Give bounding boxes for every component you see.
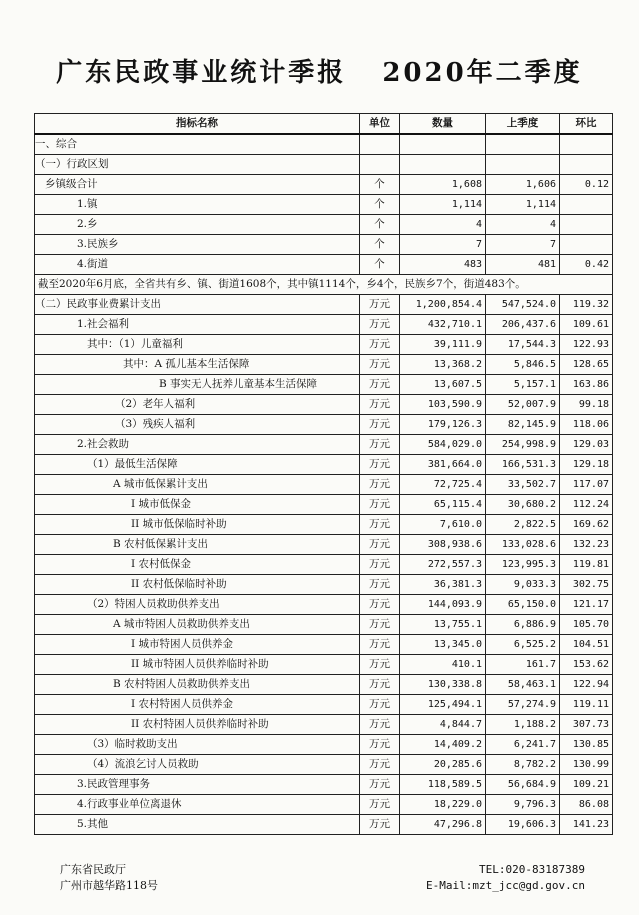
row-unit: 万元 bbox=[360, 815, 400, 835]
row-ratio: 112.24 bbox=[560, 495, 613, 515]
row-previous-quarter: 161.7 bbox=[486, 655, 560, 675]
row-indicator-name: （2）特困人员救助供养支出 bbox=[35, 595, 360, 615]
row-unit: 万元 bbox=[360, 575, 400, 595]
summary-note: 截至2020年6月底，全省共有乡、镇、街道1608个，其中镇1114个，乡4个，民族乡7个，街道483个。 bbox=[35, 275, 613, 295]
row-unit: 万元 bbox=[360, 615, 400, 635]
table-row bbox=[35, 615, 613, 635]
row-previous-quarter: 4 bbox=[486, 215, 560, 235]
row-unit: 万元 bbox=[360, 415, 400, 435]
row-quantity: 39,111.9 bbox=[400, 335, 486, 355]
table-row bbox=[35, 715, 613, 735]
table-row bbox=[35, 155, 613, 175]
header-quantity: 数量 bbox=[400, 114, 486, 135]
row-quantity: 1,608 bbox=[400, 175, 486, 195]
table-row bbox=[35, 735, 613, 755]
table-row bbox=[35, 435, 613, 455]
row-quantity: 4,844.7 bbox=[400, 715, 486, 735]
row-unit: 万元 bbox=[360, 715, 400, 735]
row-unit: 万元 bbox=[360, 635, 400, 655]
row-unit: 万元 bbox=[360, 515, 400, 535]
row-previous-quarter: 254,998.9 bbox=[486, 435, 560, 455]
table-row bbox=[35, 815, 613, 835]
table-row bbox=[35, 755, 613, 775]
row-ratio: 132.23 bbox=[560, 535, 613, 555]
row-indicator-name: （1）最低生活保障 bbox=[35, 455, 360, 475]
row-previous-quarter: 56,684.9 bbox=[486, 775, 560, 795]
row-indicator-name: II 农村特困人员供养临时补助 bbox=[35, 715, 360, 735]
row-previous-quarter: 52,007.9 bbox=[486, 395, 560, 415]
table-row bbox=[35, 415, 613, 435]
row-indicator-name: B 事实无人抚养儿童基本生活保障 bbox=[35, 375, 360, 395]
table-row bbox=[35, 775, 613, 795]
footer-address: 广州市越华路118号 bbox=[60, 879, 158, 892]
row-indicator-name: （二）民政事业费累计支出 bbox=[35, 295, 360, 315]
row-previous-quarter: 6,525.2 bbox=[486, 635, 560, 655]
row-quantity: 7 bbox=[400, 235, 486, 255]
row-indicator-name: 乡镇级合计 bbox=[35, 175, 360, 195]
row-indicator-name: 其中：（1）儿童福利 bbox=[35, 335, 360, 355]
table-row bbox=[35, 375, 613, 395]
row-ratio: 119.81 bbox=[560, 555, 613, 575]
row-ratio: 109.61 bbox=[560, 315, 613, 335]
row-previous-quarter: 7 bbox=[486, 235, 560, 255]
row-ratio: 105.70 bbox=[560, 615, 613, 635]
row-indicator-name: （一）行政区划 bbox=[35, 155, 360, 175]
row-previous-quarter: 17,544.3 bbox=[486, 335, 560, 355]
row-unit: 个 bbox=[360, 195, 400, 215]
table-row bbox=[35, 655, 613, 675]
row-ratio: 163.86 bbox=[560, 375, 613, 395]
table-row bbox=[35, 335, 613, 355]
footer-contact-block bbox=[426, 862, 585, 894]
row-unit: 万元 bbox=[360, 735, 400, 755]
row-unit: 万元 bbox=[360, 535, 400, 555]
row-quantity: 13,607.5 bbox=[400, 375, 486, 395]
row-ratio: 130.99 bbox=[560, 755, 613, 775]
row-quantity bbox=[400, 155, 486, 175]
footer-address-block bbox=[60, 862, 158, 894]
row-quantity: 584,029.0 bbox=[400, 435, 486, 455]
table-row bbox=[35, 134, 613, 155]
row-previous-quarter: 1,188.2 bbox=[486, 715, 560, 735]
row-quantity: 4 bbox=[400, 215, 486, 235]
row-indicator-name: I 农村低保金 bbox=[35, 555, 360, 575]
row-indicator-name: （3）残疾人福利 bbox=[35, 415, 360, 435]
row-unit: 个 bbox=[360, 235, 400, 255]
report-title-main: 广东民政事业统计季报 bbox=[56, 58, 347, 88]
table-row bbox=[35, 175, 613, 195]
row-unit: 个 bbox=[360, 215, 400, 235]
row-ratio: 302.75 bbox=[560, 575, 613, 595]
row-indicator-name: B 农村特困人员救助供养支出 bbox=[35, 675, 360, 695]
row-indicator-name: A 城市低保累计支出 bbox=[35, 475, 360, 495]
row-ratio: 169.62 bbox=[560, 515, 613, 535]
row-indicator-name: I 城市低保金 bbox=[35, 495, 360, 515]
row-ratio: 129.03 bbox=[560, 435, 613, 455]
table-row bbox=[35, 535, 613, 555]
footer-org: 广东省民政厅 bbox=[60, 863, 126, 876]
row-ratio: 129.18 bbox=[560, 455, 613, 475]
row-quantity: 7,610.0 bbox=[400, 515, 486, 535]
row-previous-quarter: 481 bbox=[486, 255, 560, 275]
report-title-period: 2020年二季度 bbox=[382, 58, 583, 88]
table-row bbox=[35, 695, 613, 715]
row-quantity: 144,093.9 bbox=[400, 595, 486, 615]
row-quantity: 13,345.0 bbox=[400, 635, 486, 655]
table-row bbox=[35, 295, 613, 315]
table-row bbox=[35, 315, 613, 335]
row-ratio: 122.93 bbox=[560, 335, 613, 355]
row-quantity: 13,755.1 bbox=[400, 615, 486, 635]
row-ratio: 141.23 bbox=[560, 815, 613, 835]
row-indicator-name: 3.民族乡 bbox=[35, 235, 360, 255]
row-unit: 个 bbox=[360, 175, 400, 195]
row-previous-quarter: 5,157.1 bbox=[486, 375, 560, 395]
table-row bbox=[35, 635, 613, 655]
row-unit bbox=[360, 155, 400, 175]
row-indicator-name: 2.社会救助 bbox=[35, 435, 360, 455]
report-title bbox=[0, 52, 639, 89]
row-quantity: 72,725.4 bbox=[400, 475, 486, 495]
row-quantity bbox=[400, 134, 486, 155]
row-quantity: 118,589.5 bbox=[400, 775, 486, 795]
row-previous-quarter: 9,033.3 bbox=[486, 575, 560, 595]
row-unit bbox=[360, 134, 400, 155]
row-unit: 万元 bbox=[360, 775, 400, 795]
row-indicator-name: I 城市特困人员供养金 bbox=[35, 635, 360, 655]
row-previous-quarter bbox=[486, 155, 560, 175]
footer-tel: TEL:020-83187389 bbox=[479, 863, 585, 876]
table-row bbox=[35, 215, 613, 235]
row-quantity: 18,229.0 bbox=[400, 795, 486, 815]
row-unit: 万元 bbox=[360, 355, 400, 375]
table-row bbox=[35, 675, 613, 695]
row-previous-quarter: 82,145.9 bbox=[486, 415, 560, 435]
table-row bbox=[35, 455, 613, 475]
row-quantity: 410.1 bbox=[400, 655, 486, 675]
table-row bbox=[35, 495, 613, 515]
row-previous-quarter: 65,150.0 bbox=[486, 595, 560, 615]
row-previous-quarter: 33,502.7 bbox=[486, 475, 560, 495]
row-previous-quarter: 19,606.3 bbox=[486, 815, 560, 835]
row-unit: 个 bbox=[360, 255, 400, 275]
row-indicator-name: 5.其他 bbox=[35, 815, 360, 835]
row-quantity: 272,557.3 bbox=[400, 555, 486, 575]
row-quantity: 381,664.0 bbox=[400, 455, 486, 475]
row-unit: 万元 bbox=[360, 695, 400, 715]
row-indicator-name: A 城市特困人员救助供养支出 bbox=[35, 615, 360, 635]
row-quantity: 483 bbox=[400, 255, 486, 275]
row-ratio bbox=[560, 195, 613, 215]
row-indicator-name: （4）流浪乞讨人员救助 bbox=[35, 755, 360, 775]
footer-email: E-Mail:mzt_jcc@gd.gov.cn bbox=[426, 879, 585, 892]
row-previous-quarter: 123,995.3 bbox=[486, 555, 560, 575]
row-ratio: 104.51 bbox=[560, 635, 613, 655]
row-previous-quarter: 30,680.2 bbox=[486, 495, 560, 515]
row-indicator-name: II 城市特困人员供养临时补助 bbox=[35, 655, 360, 675]
table-row bbox=[35, 515, 613, 535]
row-indicator-name: （3）临时救助支出 bbox=[35, 735, 360, 755]
row-ratio: 86.08 bbox=[560, 795, 613, 815]
row-indicator-name: （2）老年人福利 bbox=[35, 395, 360, 415]
row-ratio bbox=[560, 155, 613, 175]
row-indicator-name: 1.镇 bbox=[35, 195, 360, 215]
row-previous-quarter: 2,822.5 bbox=[486, 515, 560, 535]
row-ratio: 119.32 bbox=[560, 295, 613, 315]
row-quantity: 20,285.6 bbox=[400, 755, 486, 775]
table-row bbox=[35, 575, 613, 595]
table-row bbox=[35, 235, 613, 255]
row-previous-quarter: 6,886.9 bbox=[486, 615, 560, 635]
row-ratio: 122.94 bbox=[560, 675, 613, 695]
table-row bbox=[35, 795, 613, 815]
table-row bbox=[35, 255, 613, 275]
row-previous-quarter: 133,028.6 bbox=[486, 535, 560, 555]
table-row bbox=[35, 355, 613, 375]
row-quantity: 36,381.3 bbox=[400, 575, 486, 595]
row-indicator-name: 一、综合 bbox=[35, 134, 360, 155]
row-quantity: 47,296.8 bbox=[400, 815, 486, 835]
row-quantity: 14,409.2 bbox=[400, 735, 486, 755]
row-quantity: 103,590.9 bbox=[400, 395, 486, 415]
row-previous-quarter: 547,524.0 bbox=[486, 295, 560, 315]
row-quantity: 308,938.6 bbox=[400, 535, 486, 555]
table-row bbox=[35, 395, 613, 415]
row-quantity: 13,368.2 bbox=[400, 355, 486, 375]
row-indicator-name: 2.乡 bbox=[35, 215, 360, 235]
row-ratio: 307.73 bbox=[560, 715, 613, 735]
statistics-table bbox=[34, 113, 613, 835]
row-unit: 万元 bbox=[360, 675, 400, 695]
row-indicator-name: 其中：A 孤儿基本生活保障 bbox=[35, 355, 360, 375]
row-ratio bbox=[560, 235, 613, 255]
row-indicator-name: II 农村低保临时补助 bbox=[35, 575, 360, 595]
header-previous-quarter: 上季度 bbox=[486, 114, 560, 135]
row-unit: 万元 bbox=[360, 435, 400, 455]
header-unit: 单位 bbox=[360, 114, 400, 135]
row-ratio: 130.85 bbox=[560, 735, 613, 755]
row-previous-quarter: 58,463.1 bbox=[486, 675, 560, 695]
row-ratio: 153.62 bbox=[560, 655, 613, 675]
row-quantity: 1,114 bbox=[400, 195, 486, 215]
row-unit: 万元 bbox=[360, 495, 400, 515]
row-indicator-name: 1.社会福利 bbox=[35, 315, 360, 335]
row-previous-quarter: 9,796.3 bbox=[486, 795, 560, 815]
row-quantity: 130,338.8 bbox=[400, 675, 486, 695]
table-row bbox=[35, 595, 613, 615]
row-indicator-name: II 城市低保临时补助 bbox=[35, 515, 360, 535]
row-ratio: 128.65 bbox=[560, 355, 613, 375]
row-unit: 万元 bbox=[360, 555, 400, 575]
row-previous-quarter: 57,274.9 bbox=[486, 695, 560, 715]
row-ratio: 0.12 bbox=[560, 175, 613, 195]
row-unit: 万元 bbox=[360, 335, 400, 355]
row-indicator-name: 3.民政管理事务 bbox=[35, 775, 360, 795]
row-ratio: 121.17 bbox=[560, 595, 613, 615]
table-row bbox=[35, 555, 613, 575]
row-ratio: 117.07 bbox=[560, 475, 613, 495]
row-quantity: 125,494.1 bbox=[400, 695, 486, 715]
row-previous-quarter: 5,846.5 bbox=[486, 355, 560, 375]
row-ratio: 119.11 bbox=[560, 695, 613, 715]
row-unit: 万元 bbox=[360, 655, 400, 675]
row-indicator-name: I 农村特困人员供养金 bbox=[35, 695, 360, 715]
row-unit: 万元 bbox=[360, 475, 400, 495]
row-indicator-name: B 农村低保累计支出 bbox=[35, 535, 360, 555]
row-quantity: 432,710.1 bbox=[400, 315, 486, 335]
row-ratio: 0.42 bbox=[560, 255, 613, 275]
table-header-row bbox=[35, 114, 613, 135]
table-body bbox=[35, 134, 613, 835]
row-unit: 万元 bbox=[360, 595, 400, 615]
row-quantity: 179,126.3 bbox=[400, 415, 486, 435]
row-previous-quarter: 1,114 bbox=[486, 195, 560, 215]
table-row bbox=[35, 275, 613, 295]
header-indicator-name: 指标名称 bbox=[35, 114, 360, 135]
row-indicator-name: 4.街道 bbox=[35, 255, 360, 275]
row-quantity: 65,115.4 bbox=[400, 495, 486, 515]
row-unit: 万元 bbox=[360, 395, 400, 415]
row-indicator-name: 4.行政事业单位离退休 bbox=[35, 795, 360, 815]
header-ratio: 环比 bbox=[560, 114, 613, 135]
row-ratio bbox=[560, 134, 613, 155]
row-ratio bbox=[560, 215, 613, 235]
row-previous-quarter: 6,241.7 bbox=[486, 735, 560, 755]
table-row bbox=[35, 475, 613, 495]
row-previous-quarter: 166,531.3 bbox=[486, 455, 560, 475]
row-unit: 万元 bbox=[360, 455, 400, 475]
row-previous-quarter: 8,782.2 bbox=[486, 755, 560, 775]
row-ratio: 109.21 bbox=[560, 775, 613, 795]
row-previous-quarter bbox=[486, 134, 560, 155]
row-unit: 万元 bbox=[360, 295, 400, 315]
row-unit: 万元 bbox=[360, 755, 400, 775]
row-quantity: 1,200,854.4 bbox=[400, 295, 486, 315]
row-unit: 万元 bbox=[360, 315, 400, 335]
row-unit: 万元 bbox=[360, 375, 400, 395]
row-ratio: 118.06 bbox=[560, 415, 613, 435]
row-ratio: 99.18 bbox=[560, 395, 613, 415]
row-previous-quarter: 1,606 bbox=[486, 175, 560, 195]
row-previous-quarter: 206,437.6 bbox=[486, 315, 560, 335]
row-unit: 万元 bbox=[360, 795, 400, 815]
table-row bbox=[35, 195, 613, 215]
